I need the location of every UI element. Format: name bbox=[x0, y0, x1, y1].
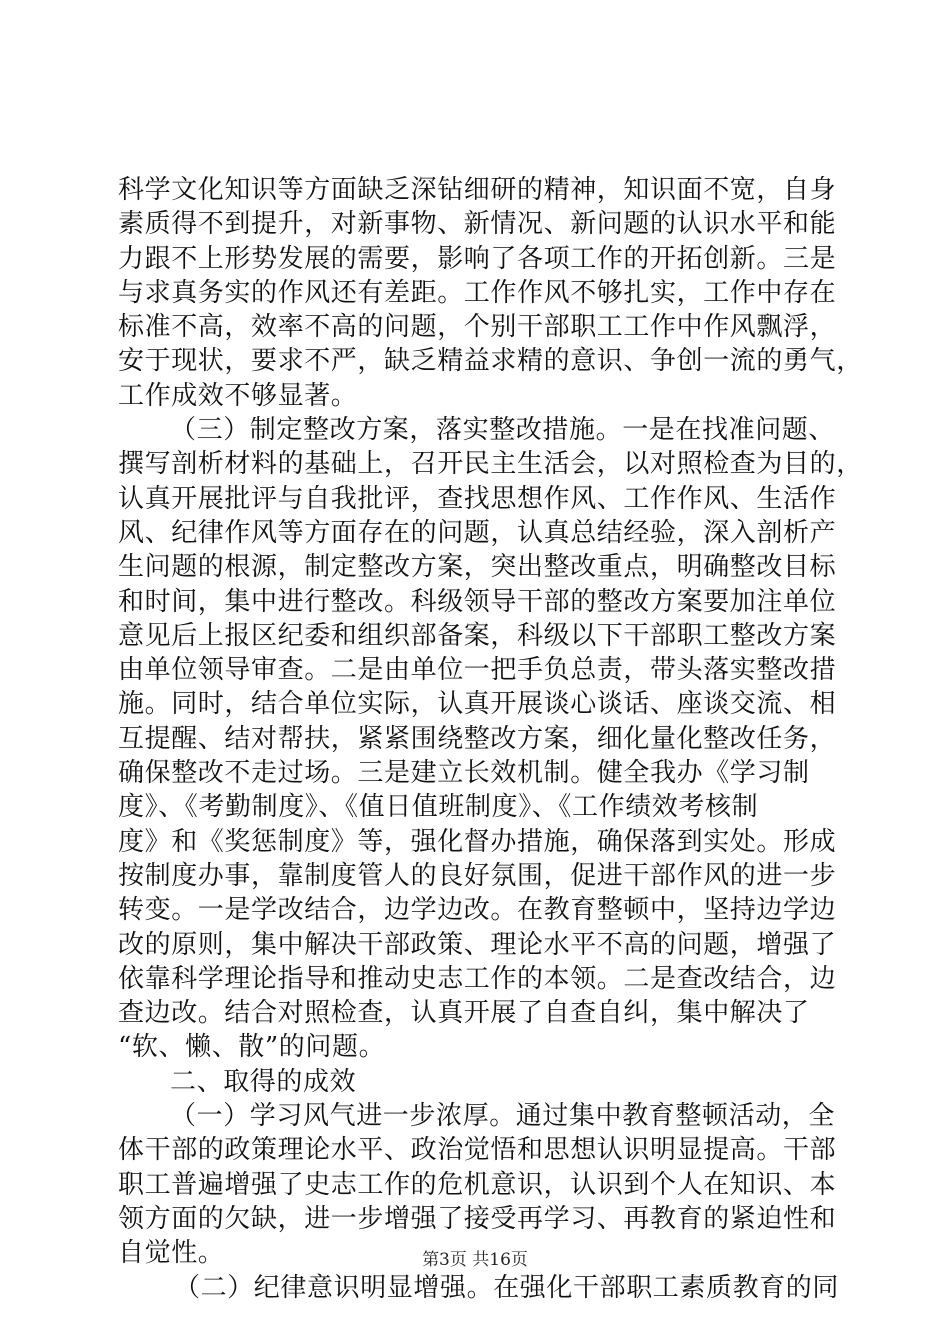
text-line: 按制度办事，靠制度管人的良好氛围，促进干部作风的进一步 bbox=[118, 860, 837, 891]
text-line: 改的原则，集中解决干部政策、理论水平不高的问题，增强了 bbox=[118, 929, 837, 960]
text-line: 领方面的欠缺，进一步增强了接受再学习、再教育的紧迫性和 bbox=[118, 1203, 837, 1234]
text-line: 施。同时，结合单位实际，认真开展谈心谈话、座谈交流、相 bbox=[118, 689, 837, 720]
text-line: 意见后上报区纪委和组织部备案，科级以下干部职工整改方案 bbox=[118, 620, 837, 651]
text-line: 转变。一是学改结合，边学边改。在教育整顿中，坚持边学边 bbox=[118, 895, 837, 926]
text-line: 撰写剖析材料的基础上，召开民主生活会，以对照检查为目的， bbox=[118, 449, 863, 480]
text-line: 素质得不到提升，对新事物、新情况、新问题的认识水平和能 bbox=[118, 209, 837, 240]
page-number-footer: 第3页 共16页 bbox=[422, 1250, 528, 1270]
text-line: 自觉性。 bbox=[118, 1238, 225, 1269]
text-line: 风、纪律作风等方面存在的问题，认真总结经验，深入剖析产 bbox=[118, 517, 837, 548]
text-line: 标准不高，效率不高的问题，个别干部职工工作中作风飘浮， bbox=[118, 312, 837, 343]
text-line: 安于现状，要求不严，缺乏精益求精的意识、争创一流的勇气， bbox=[118, 346, 863, 377]
text-line: 确保整改不走过场。三是建立长效机制。健全我办《学习制 bbox=[118, 758, 810, 789]
paragraph-start-line: （二）纪律意识明显增强。在强化干部职工素质教育的同 bbox=[174, 1272, 840, 1303]
text-line: 认真开展批评与自我批评，查找思想作风、工作作风、生活作 bbox=[118, 483, 837, 514]
paragraph-start-line: （一）学习风气进一步浓厚。通过集中教育整顿活动，全 bbox=[170, 1101, 836, 1132]
text-line: 查边改。结合对照检查，认真开展了自查自纠，集中解决了 bbox=[118, 998, 810, 1029]
text-line: 由单位领导审查。二是由单位一把手负总责，带头落实整改措 bbox=[118, 655, 837, 686]
text-line: 度》、《考勤制度》、《值日值班制度》、《工作绩效考核制 bbox=[118, 792, 759, 823]
text-line: 与求真务实的作风还有差距。工作作风不够扎实，工作中存在 bbox=[118, 277, 837, 308]
text-line: 力跟不上形势发展的需要，影响了各项工作的开拓创新。三是 bbox=[118, 243, 837, 274]
text-line: 生问题的根源，制定整改方案，突出整改重点，明确整改目标 bbox=[118, 552, 837, 583]
section-heading: 二、取得的成效 bbox=[170, 1066, 357, 1097]
text-line: 工作成效不够显著。 bbox=[118, 380, 358, 411]
text-line: “软、懒、散”的问题。 bbox=[118, 1032, 386, 1063]
text-line: 度》和《奖惩制度》等，强化督办措施，确保落到实处。形成 bbox=[118, 826, 837, 857]
text-line: 依靠科学理论指导和推动史志工作的本领。二是查改结合，边 bbox=[118, 963, 837, 994]
text-line: 互提醒、结对帮扶，紧紧围绕整改方案，细化量化整改任务， bbox=[118, 723, 837, 754]
body-text bbox=[118, 173, 863, 1305]
text-line: 科学文化知识等方面缺乏深钻细研的精神，知识面不宽，自身 bbox=[118, 175, 837, 205]
paragraph-start-line: （三）制定整改方案，落实整改措施。一是在找准问题、 bbox=[170, 415, 836, 446]
text-line: 体干部的政策理论水平、政治觉悟和思想认识明显提高。干部 bbox=[118, 1135, 837, 1166]
text-line: 职工普遍增强了史志工作的危机意识，认识到个人在知识、本 bbox=[118, 1169, 837, 1200]
text-line: 和时间，集中进行整改。科级领导干部的整改方案要加注单位 bbox=[118, 586, 837, 617]
